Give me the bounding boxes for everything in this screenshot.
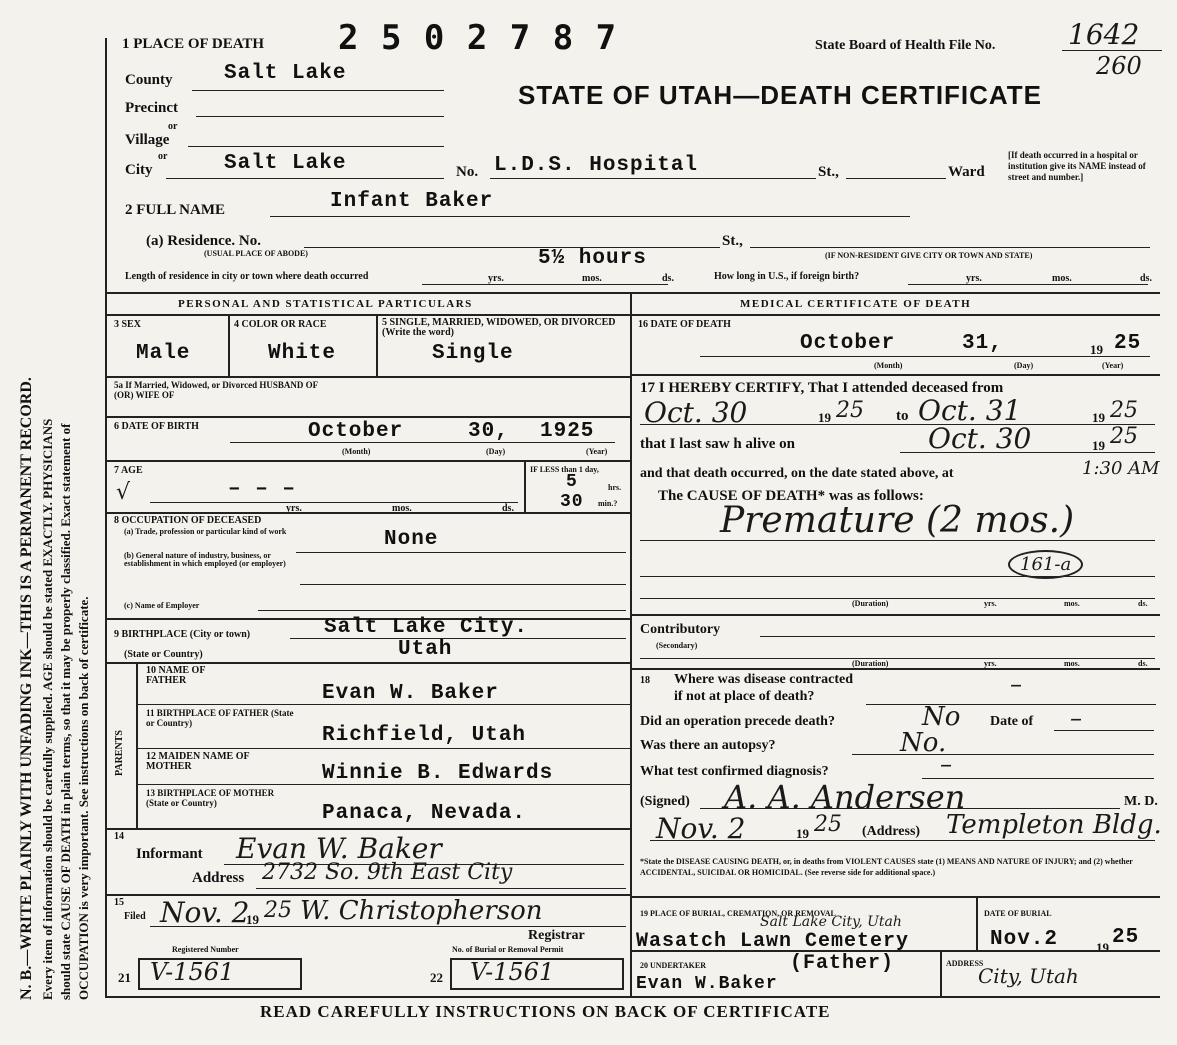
informant-num: 14 xyxy=(114,831,124,842)
informant-address-line xyxy=(256,888,626,889)
attended-to-label: to xyxy=(896,408,909,424)
undertaker-address-label: ADDRESS xyxy=(946,959,984,968)
sex-value: Male xyxy=(136,342,191,365)
footer-instructions: READ CAREFULLY INSTRUCTIONS ON BACK OF CERTIFICATE xyxy=(260,1002,831,1021)
age-yrs: yrs. xyxy=(286,503,302,514)
q18-line-1: Where was disease contracted xyxy=(674,672,853,687)
cause-line-rule-2 xyxy=(640,576,1155,577)
undertaker-note: (Father) xyxy=(790,952,895,975)
employer-label: (c) Name of Employer xyxy=(124,601,200,610)
test-answer: – xyxy=(940,750,952,778)
color-value: White xyxy=(268,342,337,365)
filed-date: Nov. 2 xyxy=(160,896,250,929)
burial-place: Wasatch Lawn Cemetery xyxy=(636,930,910,953)
q18-answer: – xyxy=(1010,670,1022,698)
attended-to-year-prefix: 19 xyxy=(1092,410,1105,425)
father-line xyxy=(136,704,630,705)
contributory-label: Contributory xyxy=(640,622,721,637)
date-of-death-label: 16 DATE OF DEATH xyxy=(638,319,731,330)
undertaker-name: Evan W.Baker xyxy=(636,974,778,994)
burial-year-prefix: 19 xyxy=(1096,940,1109,955)
physician-address: Templeton Bldg. xyxy=(946,810,1162,840)
occupation-b-line xyxy=(300,584,626,585)
or-label-2: or xyxy=(158,151,168,162)
burial-date-label: DATE OF BURIAL xyxy=(984,909,1052,918)
signed-date: Nov. 2 xyxy=(656,812,746,845)
autopsy-line xyxy=(852,754,1154,755)
death-time: 1:30 AM xyxy=(1082,458,1160,479)
registered-number: V-1561 xyxy=(150,958,235,986)
personal-section-title: PERSONAL AND STATISTICAL PARTICULARS xyxy=(178,298,473,310)
precinct-line xyxy=(196,116,444,117)
footer-divider xyxy=(105,996,1160,998)
age-ds: ds. xyxy=(502,503,514,514)
duration-yrs-2: yrs. xyxy=(984,659,997,668)
personal-title-line xyxy=(105,314,630,316)
row-line-1 xyxy=(105,376,630,378)
occupation-a-line xyxy=(296,552,626,553)
city-label: City xyxy=(125,162,153,178)
filed-line xyxy=(150,926,626,927)
filed-year: 25 xyxy=(264,898,292,923)
age-line xyxy=(150,502,518,503)
informant-address-label: Address xyxy=(192,870,245,886)
parents-label: PARENTS xyxy=(114,730,125,776)
certificate-title: STATE OF UTAH—DEATH CERTIFICATE xyxy=(518,80,1042,110)
secondary-label: (Secondary) xyxy=(656,641,698,650)
left-border xyxy=(105,38,107,996)
length-line xyxy=(422,284,668,285)
spouse-label: 5a If Married, Widowed, or Divorced HUSBAND OF (OR) WIFE OF xyxy=(114,380,318,400)
row-line-3 xyxy=(105,460,630,462)
employer-line xyxy=(258,610,626,611)
q18-line-2: if not at place of death? xyxy=(674,689,815,704)
test-label: What test confirmed diagnosis? xyxy=(640,764,829,779)
parents-bracket xyxy=(136,662,138,828)
full-name-label: 2 FULL NAME xyxy=(125,202,226,218)
age-check-mark: √ xyxy=(116,480,131,505)
occupation-label: 8 OCCUPATION OF DECEASED xyxy=(114,515,262,526)
contributory-line xyxy=(760,636,1155,637)
city-value: Salt Lake xyxy=(224,152,347,175)
usual-place-note: (USUAL PLACE OF ABODE) xyxy=(204,249,308,258)
file-number: 1642 xyxy=(1068,18,1140,51)
father-bp-line xyxy=(136,748,630,749)
burial-permit-label: No. of Burial or Removal Permit xyxy=(452,945,564,954)
village-line xyxy=(188,146,444,147)
duration-yrs-1: yrs. xyxy=(984,599,997,608)
place-of-death-label: 1 PLACE OF DEATH xyxy=(122,36,265,52)
physician-signature: A. A. Andersen xyxy=(724,778,966,816)
attended-from-year: 25 xyxy=(836,398,864,423)
how-long-ds: ds. xyxy=(1140,273,1152,284)
certificate-number: 2 5 0 2 7 8 7 xyxy=(338,18,618,58)
length-mos: mos. xyxy=(582,273,602,284)
county-label: County xyxy=(125,72,173,88)
burial-place-label: 19 PLACE OF BURIAL, CREMATION, OR REMOVAL xyxy=(640,909,836,918)
sidebar-instruction-3: OCCUPATION is very important. See instructions on back of certificate. xyxy=(76,596,91,1000)
marital-value: Single xyxy=(432,342,514,365)
less-minutes-label: min.? xyxy=(598,499,618,508)
residence-line xyxy=(304,247,720,248)
last-saw-line-rule xyxy=(900,452,1155,453)
birthplace-line xyxy=(290,638,626,639)
cause-code: 161-a xyxy=(1008,550,1083,579)
signed-label: (Signed) xyxy=(640,794,690,809)
sidebar-instruction-2: should state CAUSE OF DEATH in plain terms, so that it may be properly classified. Exact statement of xyxy=(58,423,73,1000)
duration-ds-2: ds. xyxy=(1138,659,1148,668)
certify-line: 17 I HEREBY CERTIFY, That I attended deceased from xyxy=(640,380,1004,396)
dob-year: 1925 xyxy=(540,420,595,443)
age-mos: mos. xyxy=(392,503,412,514)
mother-name: Winnie B. Edwards xyxy=(322,762,554,785)
informant-label: Informant xyxy=(136,846,203,862)
md-label: M. D. xyxy=(1124,794,1158,809)
duration-label-1: (Duration) xyxy=(852,599,889,608)
row-line-6 xyxy=(105,662,630,664)
date-of-answer: – xyxy=(1070,704,1082,732)
death-address: L.D.S. Hospital xyxy=(494,154,699,177)
date-of-label: Date of xyxy=(990,714,1034,729)
mother-birthplace: Panaca, Nevada. xyxy=(322,802,527,825)
occupation-b-label: (b) General nature of industry, business, or establishment in which employed (or employer) xyxy=(124,551,286,568)
reg-num-21: 21 xyxy=(118,970,131,985)
undertaker-label: 20 UNDERTAKER xyxy=(640,961,707,970)
reg-num-22: 22 xyxy=(430,970,443,985)
full-name-value: Infant Baker xyxy=(330,190,494,213)
date-of-line xyxy=(1054,730,1154,731)
city-line xyxy=(166,178,444,179)
q18-num: 18 xyxy=(640,675,650,686)
occupation-a-label: (a) Trade, profession or particular kind of work xyxy=(124,527,287,536)
duration-mos-2: mos. xyxy=(1064,659,1080,668)
full-name-line xyxy=(270,216,910,217)
county-value: Salt Lake xyxy=(224,62,347,85)
residence-st-label: St., xyxy=(722,233,743,249)
street-no-label: No. xyxy=(456,164,479,180)
center-divider xyxy=(630,292,632,996)
sidebar-warning: N. B.—WRITE PLAINLY WITH UNFADING INK—THIS IS A PERMANENT RECORD. xyxy=(18,377,35,1000)
dob-year-cap: (Year) xyxy=(586,447,608,456)
mother-birthplace-label: 13 BIRTHPLACE OF MOTHER (State or Country) xyxy=(146,788,275,808)
cause-of-death: Premature (2 mos.) xyxy=(720,500,1075,541)
death-year-cap: (Year) xyxy=(1102,361,1124,370)
signed-date-line xyxy=(650,840,1155,841)
dob-month-cap: (Month) xyxy=(342,447,371,456)
village-label: Village xyxy=(125,132,170,148)
length-residence-label: Length of residence in city or town where death occurred xyxy=(125,271,369,282)
birthplace-city: Salt Lake City. xyxy=(324,616,529,639)
cause-footnote: *State the DISEASE CAUSING DEATH, or, in deaths from VIOLENT CAUSES state (1) MEANS AND NATURE OF INJURY; and (2) whether ACCIDENTAL, SUICIDAL OR HOMICIDAL. (See reverse side for additional space.) xyxy=(640,857,1133,877)
residence-st-line xyxy=(750,247,1150,248)
cause-line-rule xyxy=(640,540,1155,541)
mother-line xyxy=(136,784,630,785)
row-line-2 xyxy=(105,416,630,418)
st-line xyxy=(846,178,946,179)
medical-title-line xyxy=(630,314,1160,316)
duration-label-2: (Duration) xyxy=(852,659,889,668)
dob-month: October xyxy=(308,420,404,443)
burial-divider xyxy=(976,896,978,950)
burial-year: 25 xyxy=(1112,926,1140,949)
death-day-cap: (Day) xyxy=(1014,361,1034,370)
undertaker-divider xyxy=(940,950,942,996)
burial-permit-number: V-1561 xyxy=(470,958,555,986)
how-long-line xyxy=(908,284,1148,285)
signed-year-prefix: 19 xyxy=(796,826,809,841)
precinct-label: Precinct xyxy=(125,100,179,116)
death-month-cap: (Month) xyxy=(874,361,903,370)
undertaker-address: City, Utah xyxy=(978,964,1079,988)
q18-line-rule xyxy=(866,704,1156,705)
dob-label: 6 DATE OF BIRTH xyxy=(114,421,199,432)
death-year-prefix: 19 xyxy=(1090,342,1103,357)
last-saw-date: Oct. 30 xyxy=(928,422,1032,455)
medical-row-line-2 xyxy=(630,614,1160,616)
file-number-2: 260 xyxy=(1096,52,1142,80)
attended-line xyxy=(640,424,1155,425)
row-line-7 xyxy=(105,828,630,830)
duration-mos-1: mos. xyxy=(1064,599,1080,608)
registrar-signature: W. Christopherson xyxy=(300,896,543,926)
header-divider xyxy=(105,292,1160,294)
residence-label: (a) Residence. No. xyxy=(146,233,261,249)
operation-answer: No xyxy=(922,702,961,732)
how-long-yrs: yrs. xyxy=(966,273,982,284)
physician-address-label: (Address) xyxy=(862,824,921,839)
death-year: 25 xyxy=(1114,332,1142,355)
birthplace-state-label: (State or Country) xyxy=(124,649,203,660)
informant-address: 2732 So. 9th East City xyxy=(262,860,513,885)
autopsy-label: Was there an autopsy? xyxy=(640,738,776,753)
age-label: 7 AGE xyxy=(114,465,143,476)
sex-label: 3 SEX xyxy=(114,319,141,330)
mother-name-label: 12 MAIDEN NAME OF MOTHER xyxy=(146,751,250,772)
filed-label: Filed xyxy=(124,911,146,922)
length-ds: ds. xyxy=(662,273,674,284)
county-line xyxy=(192,90,444,91)
age-divider xyxy=(524,460,526,512)
dob-line xyxy=(230,442,615,443)
father-name-label: 10 NAME OF FATHER xyxy=(146,665,206,686)
less-than-label: IF LESS than 1 day, xyxy=(530,465,599,474)
death-occurred-line: and that death occurred, on the date stated above, at xyxy=(640,466,954,481)
informant-signature: Evan W. Baker xyxy=(236,832,442,865)
sex-divider xyxy=(228,314,230,376)
filed-year-prefix: 19 xyxy=(246,912,259,927)
burial-place-hand: Salt Lake City, Utah xyxy=(760,914,902,930)
dob-day-cap: (Day) xyxy=(486,447,506,456)
medical-row-line-1 xyxy=(630,374,1160,376)
signed-year: 25 xyxy=(814,812,842,837)
father-birthplace: Richfield, Utah xyxy=(322,724,527,747)
signed-line xyxy=(700,808,1120,809)
nonresident-note: (IF NON-RESIDENT GIVE CITY OR TOWN AND STATE) xyxy=(825,251,1033,260)
color-label: 4 COLOR OR RACE xyxy=(234,319,327,330)
medical-row-line-4 xyxy=(630,896,1160,898)
less-minutes: 30 xyxy=(560,492,584,512)
length-yrs: yrs. xyxy=(488,273,504,284)
duration-ds-1: ds. xyxy=(1138,599,1148,608)
registrar-label: Registrar xyxy=(528,928,585,943)
father-birthplace-label: 11 BIRTHPLACE OF FATHER (State or Country) xyxy=(146,708,294,728)
ward-note: [If death occurred in a hospital or institution give its NAME instead of street and number.] xyxy=(1008,150,1146,182)
dob-day: 30, xyxy=(468,420,509,443)
length-value: 5½ hours xyxy=(538,247,647,270)
filed-num: 15 xyxy=(114,897,124,908)
sidebar-instruction-1: Every item of information should be carefully supplied. AGE should be stated EXACTLY. PHYSICIANS xyxy=(40,418,55,1000)
or-label-1: or xyxy=(168,121,178,132)
operation-label: Did an operation precede death? xyxy=(640,714,835,729)
medical-row-line-5 xyxy=(630,950,1160,952)
attended-to-year: 25 xyxy=(1110,398,1138,423)
how-long-label: How long in U.S., if foreign birth? xyxy=(714,271,860,282)
last-saw-line: that I last saw h alive on xyxy=(640,436,796,452)
row-line-4 xyxy=(105,512,630,514)
how-long-mos: mos. xyxy=(1052,273,1072,284)
file-no-line xyxy=(1062,50,1162,51)
registered-number-label: Registered Number xyxy=(172,945,239,954)
birthplace-state: Utah xyxy=(398,638,453,661)
death-month: October xyxy=(800,332,896,355)
st-label: St., xyxy=(818,164,839,180)
ward-label: Ward xyxy=(948,164,985,180)
medical-section-title: MEDICAL CERTIFICATE OF DEATH xyxy=(740,298,972,310)
age-dashes: – – – xyxy=(228,478,297,501)
burial-date: Nov.2 xyxy=(990,928,1059,951)
death-day: 31, xyxy=(962,332,1003,355)
color-divider xyxy=(376,314,378,376)
cause-line: The CAUSE OF DEATH* was as follows: xyxy=(658,488,924,504)
death-date-line xyxy=(700,356,1150,357)
occupation-value: None xyxy=(384,528,439,551)
autopsy-answer: No. xyxy=(900,728,947,758)
last-saw-year: 25 xyxy=(1110,424,1138,449)
less-hours-label: hrs. xyxy=(608,483,622,492)
file-no-label: State Board of Health File No. xyxy=(815,38,996,53)
birthplace-label: 9 BIRTHPLACE (City or town) xyxy=(114,629,251,640)
marital-label: 5 SINGLE, MARRIED, WIDOWED, OR DIVORCED (Write the word) xyxy=(382,317,616,338)
attended-to: Oct. 31 xyxy=(918,394,1022,427)
medical-row-line-3 xyxy=(630,668,1160,670)
less-hours: 5 xyxy=(566,472,578,492)
last-saw-year-prefix: 19 xyxy=(1092,438,1105,453)
attended-from: Oct. 30 xyxy=(644,396,748,429)
father-name: Evan W. Baker xyxy=(322,682,499,705)
attended-from-year-prefix: 19 xyxy=(818,410,831,425)
street-line xyxy=(490,178,816,179)
